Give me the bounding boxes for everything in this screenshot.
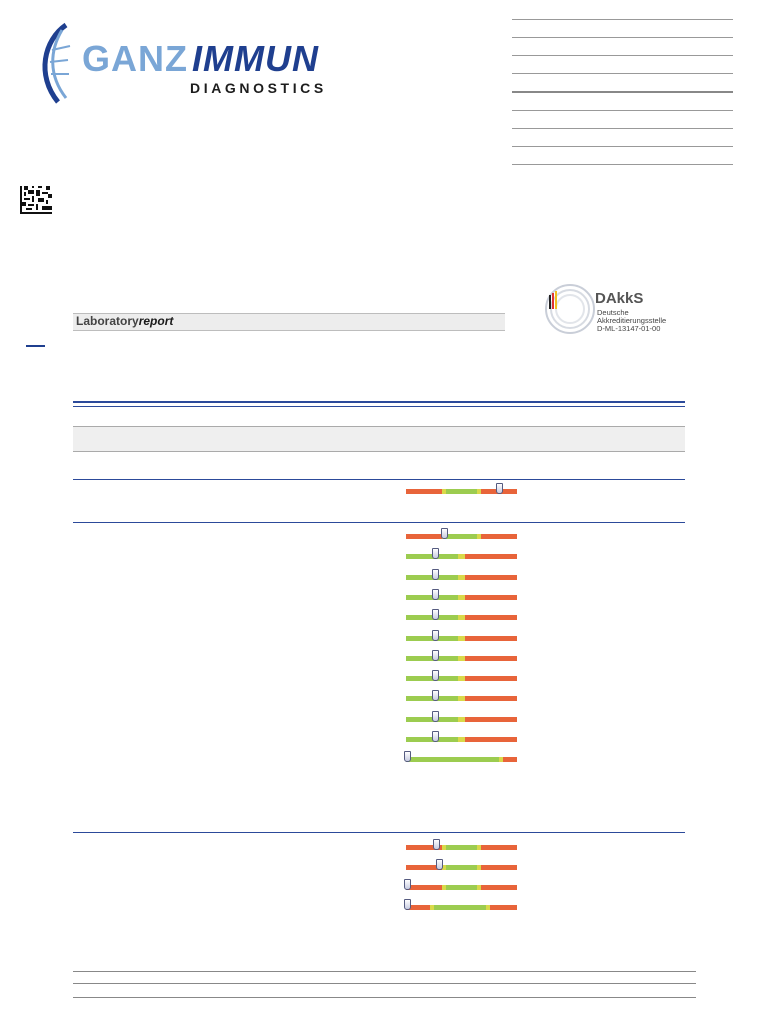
range-marker xyxy=(432,650,439,661)
range-marker xyxy=(432,670,439,681)
range-bar xyxy=(406,885,517,890)
range-marker xyxy=(436,859,443,870)
section-rule-2 xyxy=(73,522,685,523)
range-bar xyxy=(406,656,517,661)
range-segment xyxy=(481,885,517,890)
range-segment xyxy=(446,534,477,539)
form-line xyxy=(512,164,733,165)
form-line xyxy=(512,73,733,74)
range-bar xyxy=(406,845,517,850)
range-marker xyxy=(432,589,439,600)
section-rule-1 xyxy=(73,479,685,480)
footer-rule xyxy=(73,971,696,972)
range-segment xyxy=(458,696,465,701)
range-segment xyxy=(503,757,517,762)
range-segment xyxy=(434,905,486,910)
range-marker xyxy=(432,731,439,742)
table-rule xyxy=(73,451,685,452)
logo-ganz-text: GANZ xyxy=(82,38,188,79)
range-segment xyxy=(481,865,517,870)
range-segment xyxy=(458,636,465,641)
range-segment xyxy=(458,615,465,620)
footer-rule xyxy=(73,997,696,998)
form-line xyxy=(512,146,733,147)
range-segment xyxy=(481,534,517,539)
range-segment xyxy=(406,489,442,494)
form-line xyxy=(512,128,733,129)
range-segment xyxy=(458,554,465,559)
range-bar xyxy=(406,696,517,701)
form-line xyxy=(512,55,733,56)
range-marker xyxy=(496,483,503,494)
report-title-prefix: Laboratory xyxy=(76,314,139,328)
range-segment xyxy=(458,676,465,681)
range-bar xyxy=(406,615,517,620)
range-segment xyxy=(481,845,517,850)
range-bar xyxy=(406,757,517,762)
form-line xyxy=(512,37,733,38)
range-segment xyxy=(446,845,477,850)
laboratory-report-title xyxy=(76,314,173,328)
range-segment xyxy=(458,717,465,722)
dakks-line-1: Deutsche xyxy=(597,308,629,317)
range-marker xyxy=(433,839,440,850)
range-bar xyxy=(406,676,517,681)
range-bar xyxy=(406,905,517,910)
range-segment xyxy=(465,737,517,742)
range-segment xyxy=(406,534,442,539)
range-marker xyxy=(432,630,439,641)
form-line xyxy=(512,110,733,111)
range-bar xyxy=(406,636,517,641)
range-marker xyxy=(404,899,411,910)
range-segment xyxy=(458,737,465,742)
range-bar xyxy=(406,534,517,539)
range-segment xyxy=(465,615,517,620)
datamatrix-code xyxy=(20,186,52,214)
section-marker xyxy=(26,345,45,347)
range-segment xyxy=(465,636,517,641)
range-marker xyxy=(441,528,448,539)
range-marker xyxy=(432,711,439,722)
range-marker xyxy=(432,548,439,559)
range-segment xyxy=(465,575,517,580)
form-line xyxy=(512,91,733,93)
range-segment xyxy=(458,656,465,661)
table-header-shade xyxy=(73,427,685,451)
range-segment xyxy=(465,595,517,600)
report-title-suffix: report xyxy=(138,314,174,328)
range-marker xyxy=(404,879,411,890)
range-bar xyxy=(406,737,517,742)
range-bar xyxy=(406,865,517,870)
range-segment xyxy=(458,575,465,580)
range-bar xyxy=(406,595,517,600)
range-segment xyxy=(446,865,477,870)
range-segment xyxy=(465,717,517,722)
range-marker xyxy=(432,609,439,620)
section-rule-3 xyxy=(73,832,685,833)
range-segment xyxy=(446,489,477,494)
range-segment xyxy=(465,656,517,661)
dakks-line-3: D-ML-13147-01-00 xyxy=(597,324,661,333)
range-bar xyxy=(406,489,517,494)
range-marker xyxy=(404,751,411,762)
range-segment xyxy=(446,885,477,890)
range-segment xyxy=(465,554,517,559)
range-bar xyxy=(406,554,517,559)
range-segment xyxy=(406,885,442,890)
dakks-title: DAkkS xyxy=(595,290,644,307)
range-segment xyxy=(458,595,465,600)
range-segment xyxy=(490,905,517,910)
logo-diagnostics-text: DIAGNOSTICS xyxy=(190,80,327,96)
range-marker xyxy=(432,569,439,580)
range-segment xyxy=(465,696,517,701)
footer-rule xyxy=(73,983,696,984)
logo-immun-text: IMMUN xyxy=(192,38,319,79)
table-top-rule xyxy=(73,401,685,407)
dakks-line-2: Akkreditierungsstelle xyxy=(597,316,667,325)
range-marker xyxy=(432,690,439,701)
form-line xyxy=(512,19,733,20)
range-bar xyxy=(406,575,517,580)
dakks-subtitle xyxy=(597,309,666,333)
range-segment xyxy=(406,757,499,762)
range-segment xyxy=(465,676,517,681)
range-bar xyxy=(406,717,517,722)
